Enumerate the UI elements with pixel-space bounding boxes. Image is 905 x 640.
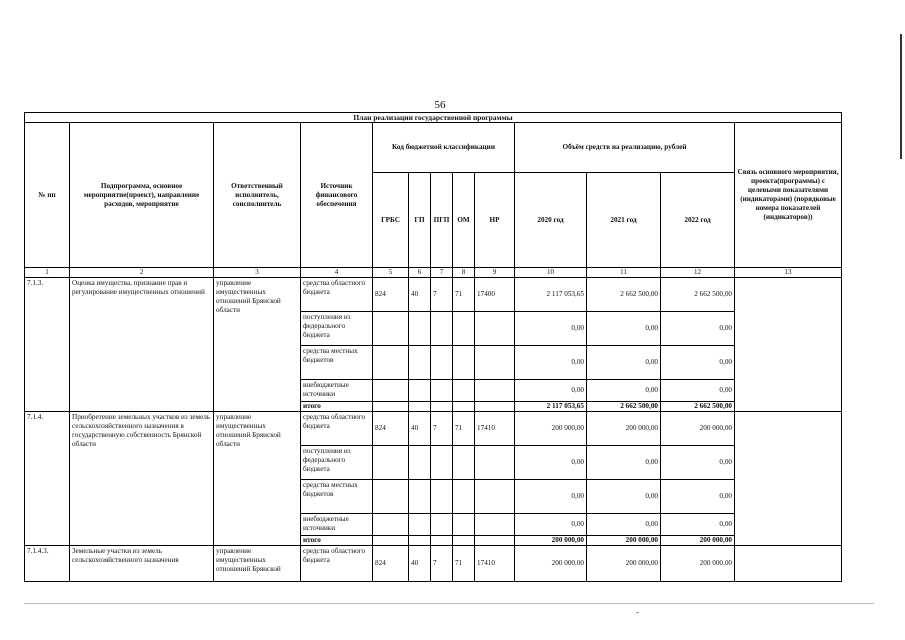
source-federal: поступления из федерального бюджета (301, 312, 373, 346)
header-om: ОМ (453, 173, 475, 268)
amount-2020: 0,00 (515, 480, 587, 514)
amount-2020: 0,00 (515, 312, 587, 346)
amount-2020: 2 117 053,65 (515, 278, 587, 312)
code-pgp: 7 (431, 412, 453, 446)
header-pgp: ПГП (431, 173, 453, 268)
col-number: 13 (735, 268, 842, 278)
source-local: средства местных бюджетов (301, 346, 373, 380)
total-2020: 200 000,00 (515, 536, 587, 546)
col-number: 1 (25, 268, 70, 278)
source-regional: средства областного бюджета (301, 278, 373, 312)
header-executor: Ответственный исполнитель, соисполнитель (214, 123, 301, 268)
code-grbs: 824 (373, 412, 409, 446)
total-2022: 200 000,00 (661, 536, 735, 546)
col-number: 2 (70, 268, 214, 278)
amount-2021: 0,00 (587, 346, 661, 380)
col-number: 5 (373, 268, 409, 278)
col-number: 12 (661, 268, 735, 278)
col-number: 8 (453, 268, 475, 278)
col-number: 11 (587, 268, 661, 278)
code-gp: 40 (409, 278, 431, 312)
total-2022: 2 662 500,00 (661, 402, 735, 412)
scan-line (24, 603, 874, 604)
amount-2021: 0,00 (587, 312, 661, 346)
entry-executor: управление имущественных отношений Брянской (214, 546, 301, 582)
source-total: итого (301, 402, 373, 412)
source-federal: поступления из федерального бюджета (301, 446, 373, 480)
code-gp: 40 (409, 412, 431, 446)
entry-executor: управление имущественных отношений Брянской области (214, 412, 301, 546)
total-2021: 200 000,00 (587, 536, 661, 546)
code-om: 71 (453, 546, 475, 582)
entry-num: 7.1.4.3. (25, 546, 70, 582)
col-number: 9 (475, 268, 515, 278)
code-pgp: 7 (431, 278, 453, 312)
entry-name: Приобретение земельных участков из земель сельскохозяйственного назначения в государственную собственность Брянской области (70, 412, 214, 546)
amount-2022: 0,00 (661, 346, 735, 380)
code-np: 17410 (475, 546, 515, 582)
amount-2021: 200 000,00 (587, 546, 661, 582)
source-total: итого (301, 536, 373, 546)
amount-2022: 0,00 (661, 312, 735, 346)
col-number: 3 (214, 268, 301, 278)
source-local: средства местных бюджетов (301, 480, 373, 514)
amount-2021: 0,00 (587, 380, 661, 402)
amount-2020: 0,00 (515, 346, 587, 380)
amount-2020: 0,00 (515, 446, 587, 480)
header-2020: 2020 год (515, 173, 587, 268)
amount-2021: 200 000,00 (587, 412, 661, 446)
entry-executor: управление имущественных отношений Брянской области (214, 278, 301, 412)
col-number: 4 (301, 268, 373, 278)
amount-2021: 0,00 (587, 446, 661, 480)
header-link: Связь основного мероприятия, проекта(программы) с целевыми показателями (индикаторами) (порядковые номера показателей (индикаторов)) (735, 123, 842, 268)
amount-2021: 0,00 (587, 480, 661, 514)
col-number: 10 (515, 268, 587, 278)
header-source: Источник финансового обеспечения (301, 123, 373, 268)
total-2021: 2 662 500,00 (587, 402, 661, 412)
code-grbs: 824 (373, 546, 409, 582)
source-external: внебюджетные источники (301, 514, 373, 536)
amount-2022: 0,00 (661, 480, 735, 514)
program-plan-table (24, 112, 842, 582)
code-grbs: 824 (373, 278, 409, 312)
table-title: План реализации государственной программы (25, 113, 842, 123)
code-np: 17410 (475, 412, 515, 446)
amount-2020: 0,00 (515, 380, 587, 402)
amount-2020: 200 000,00 (515, 412, 587, 446)
indicator-link (735, 278, 842, 412)
amount-2020: 200 000,00 (515, 546, 587, 582)
amount-2022: 2 662 500,00 (661, 278, 735, 312)
amount-2022: 0,00 (661, 446, 735, 480)
col-number: 7 (431, 268, 453, 278)
amount-2021: 2 662 500,00 (587, 278, 661, 312)
header-volume: Объём средств на реализацию, рублей (515, 123, 735, 173)
header-2022: 2022 год (661, 173, 735, 268)
header-budget-code: Код бюджетной классификации (373, 123, 515, 173)
total-2020: 2 117 053,65 (515, 402, 587, 412)
entry-name: Оценка имущества, признание прав и регулирование имущественных отношений (70, 278, 214, 412)
col-number: 6 (409, 268, 431, 278)
scan-dot (636, 612, 639, 613)
code-pgp: 7 (431, 546, 453, 582)
source-regional: средства областного бюджета (301, 546, 373, 582)
amount-2021: 0,00 (587, 514, 661, 536)
code-gp: 40 (409, 546, 431, 582)
header-gp: ГП (409, 173, 431, 268)
code-np: 17400 (475, 278, 515, 312)
code-om: 71 (453, 278, 475, 312)
header-2021: 2021 год (587, 173, 661, 268)
source-external: внебюджетные источники (301, 380, 373, 402)
page-number: 56 (434, 99, 446, 111)
amount-2022: 0,00 (661, 380, 735, 402)
entry-num: 7.1.4. (25, 412, 70, 546)
header-grbs: ГРБС (373, 173, 409, 268)
amount-2022: 200 000,00 (661, 412, 735, 446)
header-num: № пп (25, 123, 70, 268)
header-np: НР (475, 173, 515, 268)
amount-2020: 0,00 (515, 514, 587, 536)
amount-2022: 0,00 (661, 514, 735, 536)
source-regional: средства областного бюджета (301, 412, 373, 446)
entry-num: 7.1.3. (25, 278, 70, 412)
entry-name: Земельные участки из земель сельскохозяйственного назначения (70, 546, 214, 582)
scan-edge-mark (900, 34, 902, 159)
code-om: 71 (453, 412, 475, 446)
amount-2022: 200 000,00 (661, 546, 735, 582)
indicator-link (735, 546, 842, 582)
header-subprogram: Подпрограмма, основное мероприятие(проект), направление расходов, мероприятие (70, 123, 214, 268)
indicator-link (735, 412, 842, 546)
